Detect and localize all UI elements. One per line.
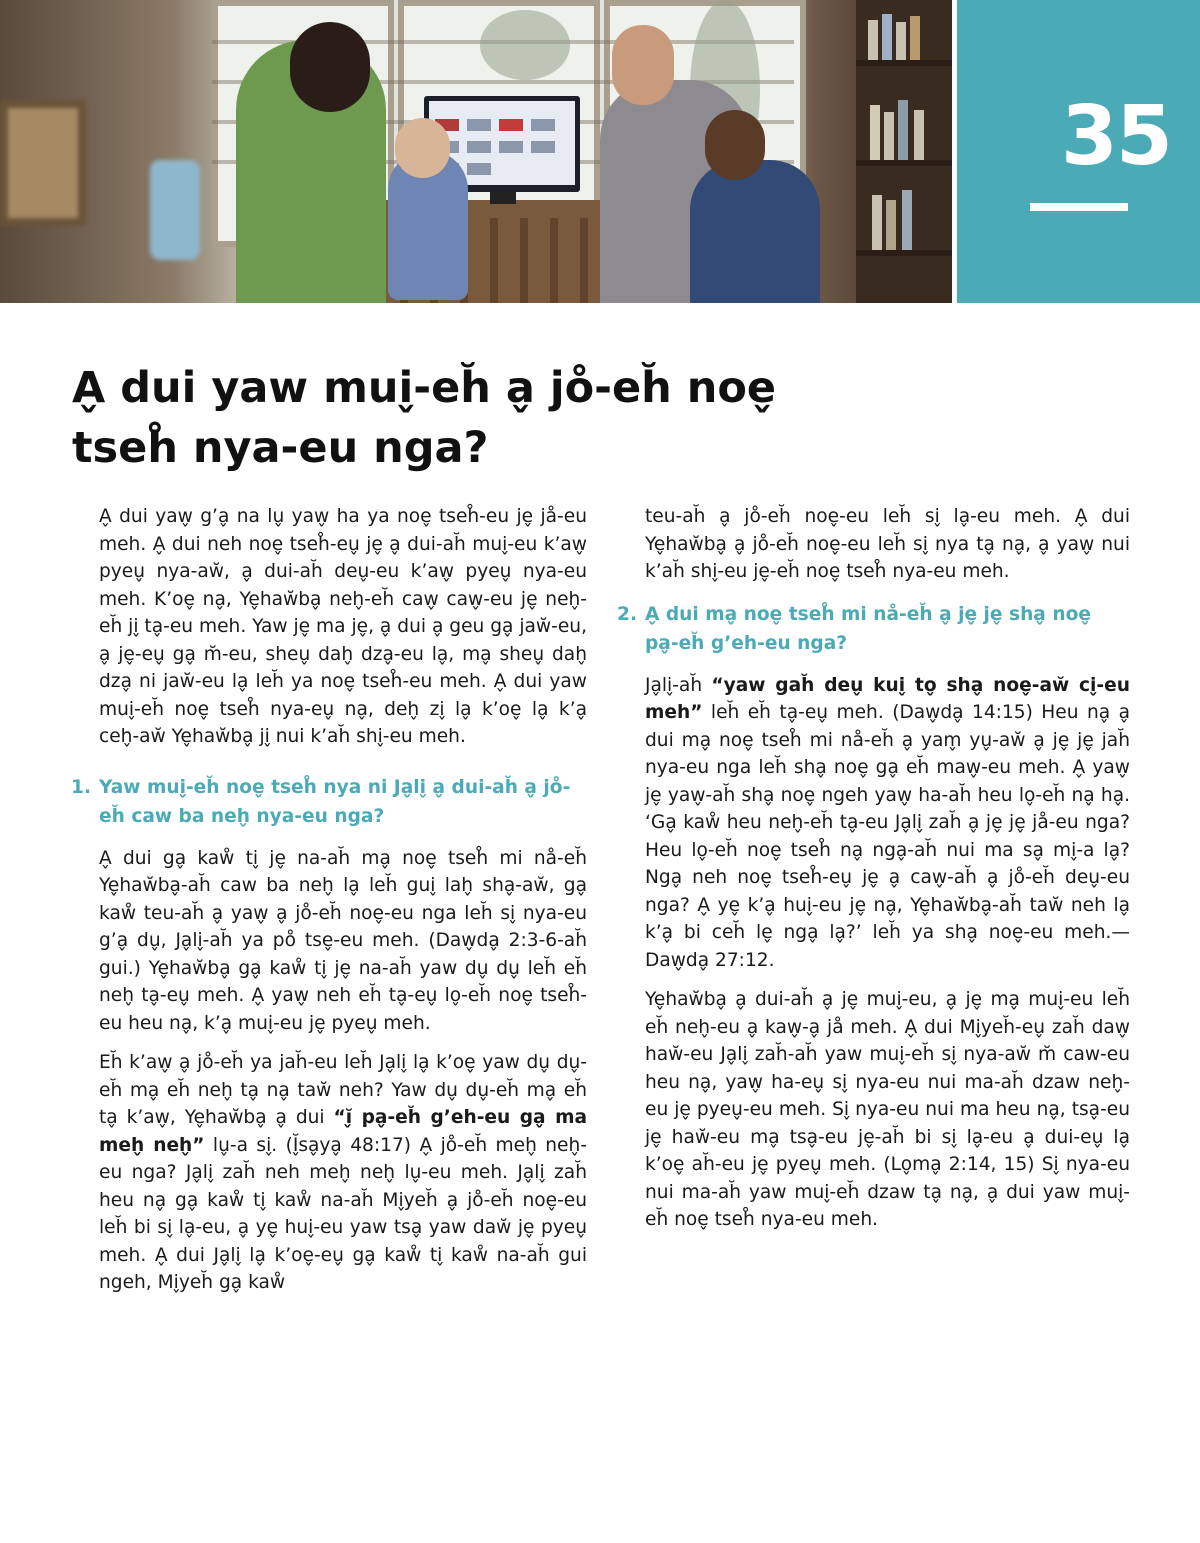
paragraph-text: lu̬-a si̬. (Ĭ̬sa̬ya̬ 48:17) A̬ jo̊-eh̆ meh̬ neh̬-eu nga? Ja̬li̬ zah̆ neh meh̬ neh̬ lu̬-eu meh. Ja̬li̬ zah̆ heu na̬ ga̬ kaẘ ti̬ kaẘ na-ah̆ Mi̬yeh̆ a̬ jo̊-eh̆ noe̬-eu leh̆ bi si̬ la̬-eu, a̬ ye̬ hui̬-eu yaw tsa̬ yaw daw̆ je̬ pyeu̬ meh. A̬ dui Ja̬li̬ la̬ k’oe̬-eu̬ ga̬ kaẘ ti̬ kaẘ na-ah̆ gui ngeh, Mi̬yeh̆ ga̬ kaẘ bbox=[99, 1134, 587, 1293]
sippy-cup bbox=[150, 160, 200, 260]
paragraph-text: Eh̆ k’aw̬ a̬ jo̊-eh̆ ya jah̆-eu leh̆ Ja̬li̬ la̬ k’oe̬ yaw du̬ du̬-eh̆ ma̬ eh̆ neh̬ ta̬ na̬ taw̆ neh? Yaw du̬ du̬-eh̆ ma̬ eh̆ ta̬ k’aw̬, Ye̬haw̆ba̬ a̬ dui bbox=[99, 1052, 587, 1128]
page-title: A̬ dui yaw mui̬-eh̆ a̬ jo̊-eh̆ noe̬ tseh̊ nya-eu nga? bbox=[72, 363, 777, 473]
question-text: A̬ dui ma̬ noe̬ tseh̊ mi nå-eh̆ a̬ je̬ je̬ sha̬ noe̬ pa̬-eh̆ g’eh-eu nga? bbox=[645, 603, 1091, 654]
chapter-underline bbox=[1030, 203, 1128, 211]
question-number: 2. bbox=[617, 603, 638, 625]
chapter-tab bbox=[957, 0, 1200, 303]
paragraph-text: Ja̬li̬-ah̆ bbox=[645, 674, 712, 696]
boy bbox=[690, 160, 820, 303]
paragraph: Ye̬haw̆ba̬ a̬ dui-ah̆ a̬ je̬ mui̬-eu, a̬ je̬ ma̬ mui̬-eu leh̆ eh̆ neh̬-eu a̬ kaw̬-a̬ jå meh. A̬ dui Mi̬yeh̆-eu̬ zah̆ daw̬ haw̆-eu Ja̬li̬ zah̆-ah̆ yaw mui̬-eh̆ si̬ nya-aw̆ m̆ caw-eu heu na̬, yaw̬ ha-eu̬ si̬ nya-eu nui ma-ah̆ dzaw neh̬-eu je̬ pyeu̬-eu meh. Si̬ nya-eu nui ma heu na̬, tsa̬-eu je̬ haw̆-eu ma̬ tsa̬-eu je̬-ah̆ bi si̬ la̬-eu a̬ dui-eu̬ la̬ k’oe̬ ah̆-eu je̬ pyeu̬ meh. (Lo̬ma̬ 2:14, 15) Si̬ nya-eu nui ma-ah̆ yaw mui̬-eh̆ dzaw ta̬ na̬, a̬ dui yaw mui̬-eh̆ noe̬ tseh̊ nya-eu meh. bbox=[645, 989, 1130, 1230]
father-head bbox=[612, 25, 674, 105]
mother-hair bbox=[290, 22, 370, 112]
question-text: Yaw mui̬-eh̆ noe̬ tseh̊ nya ni Ja̬li̬ a̬ dui-ah̆ a̬ jo̊-eh̆ caw ba neh̬ nya-eu nga? bbox=[99, 776, 571, 827]
picture-frame bbox=[0, 100, 86, 226]
paragraph bbox=[645, 672, 1130, 975]
header-photo bbox=[0, 0, 952, 303]
paragraph: A̬ dui ga̬ kaẘ ti̬ je̬ na-ah̆ ma̬ noe̬ tseh̊ mi nå-eh̆ Ye̬haw̆ba̬-ah̆ caw ba neh̬ la̬ leh̆ gui̬ lah̬ sha̬-aw̆, ga̬ kaẘ teu-ah̆ a̬ yaw̬ a̬ jo̊-eh̆ noe̬-eu nga leh̆ si̬ nya-eu g’a̬ du̬, Ja̬li̬-ah̆ ya po̊ tse̬-eu meh. (Daw̬da̬ 2:3-6-ah̆ gui.) Ye̬haw̆ba̬ ga̬ kaẘ ti̬ je̬ na-ah̆ yaw du̬ du̬ leh̆ eh̆ neh̬ ta̬-eu̬ meh. A̬ yaw̬ neh eh̆ ta̬-eu̬ lo̬-eh̆ noe̬ tseh̊-eu heu na̬, k’a̬ mui̬-eu je̬ pyeu̬ meh. bbox=[99, 847, 587, 1034]
paragraph-text: leh̆ eh̆ ta̬-eu̬ meh. (Daw̬da̬ 14:15) Heu na̬ a̬ dui ma̬ noe̬ tseh̊ mi nå-eh̆ a̬ yam̬ yu̬-aw̆ a̬ je̬ je̬ jah̆ nya-eu nga leh̆ sha̬ noe̬ ga̬ eh̆ maw̬-eu meh. A̬ yaw̬ je̬ yaw̬-ah̆ sha̬ noe̬ ngeh yaw̬ ha-ah̆ heu lo̬-eh̆ na̬ ha̬. ‘Ga̬ kaẘ heu neh̬-eh̆ ta̬-eu Ja̬li̬ zah̆ a̬ je̬ je̬ jå-eu nga? Heu lo̬-eh̆ noe̬ tseh̊ na̬ nga̬-ah̆ nui ma sa̬ mi̬-a la̬? Nga̬ neh noe̬ tseh̊-eu̬ je̬ a̬ caw̬-ah̆ a̬ jo̊-eh̆ deu̬-eu nga? A̬ ye̬ k’a̬ hui̬-eu je̬ na̬, Ye̬haw̆ba̬-ah̆ taw̆ neh la̬ k’a̬ bi ceh̆ le̬ nga̬ la̬?’ leh̆ ya sha̬ noe̬-eu meh.—Daw̬da̬ 27:12. bbox=[645, 702, 1130, 971]
bold-quote: “ĭ̬ pa̬-eh̆ g’eh-eu ga̬ ma meh̬ neh̬” bbox=[99, 1107, 588, 1156]
right-column bbox=[617, 503, 1130, 1246]
paragraph bbox=[99, 1049, 587, 1297]
baby-head bbox=[395, 118, 450, 178]
boy-head bbox=[705, 110, 765, 180]
chapter-number: 35 bbox=[1060, 89, 1171, 184]
question-heading-1 bbox=[71, 773, 587, 831]
bookshelf bbox=[856, 0, 952, 303]
question-heading-2 bbox=[617, 600, 1130, 658]
intro-paragraph: A̬ dui yaw̬ g’a̬ na lu̬ yaw̬ ha ya noe̬ tseh̊-eu je̬ jå-eu meh. A̬ dui neh noe̬ tseh̊-eu̬ je̬ a̬ dui-ah̆ mui̬-eu k’aw̬ pyeu̬ nya-aw̆, a̬ dui-ah̆ deu̬-eu k’aw̬ pyeu̬ nya-eu meh. K’oe̬ na̬, Ye̬haw̆ba̬ neh̬-eh̆ caw̬ caw̬-eu je̬ neh̬-eh̆ ji̬ ta̬-eu meh. Yaw je̬ ma je̬, a̬ dui a̬ geu ga̬ jaw̆-eu, a̬ je̬-eu̬ ga̬ m̆-eu, sheu̬ dah̬ dza̬-eu la̬, ma̬ sheu̬ dah̬ dza̬ ni jaw̆-eu la̬ leh̆ ya noe̬ tseh̊-eu meh. A̬ dui yaw mui̬-eh̆ noe̬ tseh̊ nya-eu̬ na̬, deh̬ zi̬ la̬ k’oe̬ la̬ k’a̬ ceh̬-aw̆ Ye̬haw̆ba̬ ji̬ nui k’ah̆ shi̬-eu meh. bbox=[99, 506, 587, 747]
bold-quote: “yaw gah̆ deu̬ kui̬ to̬ sha̬ noe̬-aw̆ ci̬-eu meh” bbox=[645, 674, 1130, 723]
left-column bbox=[71, 503, 588, 1309]
question-number: 1. bbox=[71, 776, 92, 798]
monitor-stand bbox=[490, 192, 516, 204]
paragraph: teu-ah̆ a̬ jo̊-eh̆ noe̬-eu leh̆ si̬ la̬-eu meh. A̬ dui Ye̬haw̆ba̬ a̬ jo̊-eh̆ noe̬-eu leh̆ si̬ nya ta̬ na̬, a̬ yaw̬ nui k’ah̆ shi̬-eu je̬-eh̆ noe̬ tseh̊ nya-eu meh. bbox=[645, 506, 1130, 582]
tree-outside bbox=[480, 10, 570, 80]
